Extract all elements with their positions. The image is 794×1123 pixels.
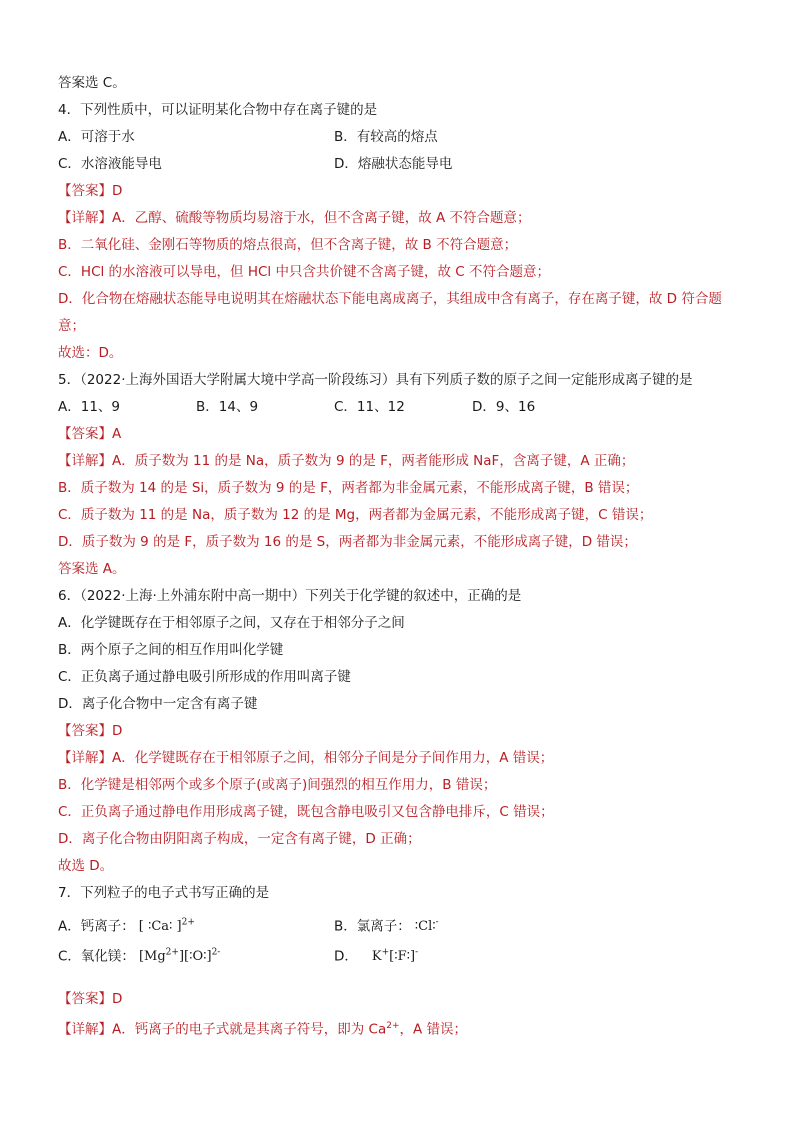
electron-formula: K+[∶F∶]- [371,948,419,965]
answer-label: 【答案】A [58,426,122,442]
explanation-line: C．质子数为 11 的是 Na，质子数为 12 的是 Mg，两者都为金属元素，不能形成离子键，C 错误； [58,507,653,523]
option-c: C．11、12 [334,399,405,415]
explanation-line: C．HCl 的水溶液可以导电，但 HCl 中只含共价键不含离子键，故 C 不符合题意； [58,264,550,280]
option-a: A．化学键既存在于相邻原子之间，又存在于相邻分子之间 [58,615,405,631]
option-b [334,914,439,936]
option-label: A．钙离子： [58,918,135,935]
conclusion-line: 故选 D。 [58,858,114,874]
explanation-line: B．质子数为 14 的是 Si，质子数为 9 的是 F，两者都为非金属元素，不能形成离子键，B 错误； [58,480,639,496]
explanation-line: 意； [58,318,85,334]
answer-line: 答案选 C。 [58,75,126,91]
option-d [334,944,418,966]
option-d: D．9、16 [472,399,536,415]
option-d: D．熔融状态能导电 [334,156,453,172]
option-b: B．14、9 [196,399,259,415]
option-c [58,944,220,966]
explanation-line: 【详解】A．质子数为 11 的是 Na，质子数为 9 的是 F，两者能形成 NaF，含离子键，A 正确； [58,453,635,469]
electron-formula: $[Mg^{2+}][∶O∶]^{2-}$ [138,948,221,965]
option-label: B．氯离子： [334,918,411,935]
option-label: D． [334,948,358,965]
electron-formula: [ ∶Ca∶ ]$^{2+}$ [138,918,195,935]
question-4: 4．下列性质中，可以证明某化合物中存在离子键的是 [58,102,378,118]
electron-formula: ∶Cl∶- [414,918,439,935]
explanation-line: B．化学键是相邻两个或多个原子(或离子)间强烈的相互作用力，B 错误； [58,777,497,793]
conclusion-line: 故选：D。 [58,345,123,361]
answer-label: 【答案】D [58,991,123,1007]
explanation-line: 【详解】A．钙离子的电子式就是其离子符号，即为 $Ca^{2+}$，A 错误； [58,1021,468,1038]
option-label: C．氧化镁： [58,948,135,965]
question-7: 7．下列粒子的电子式书写正确的是 [58,885,270,901]
explanation-line: B．二氧化硅、金刚石等物质的熔点很高，但不含离子键，故 B 不符合题意； [58,237,518,253]
option-a [58,914,195,936]
question-5: 5．（2022·上海外国语大学附属大境中学高一阶段练习）具有下列质子数的原子之间一定能形成离子键的是 [58,372,693,388]
conclusion-line: 答案选 A。 [58,561,126,577]
option-a: A．可溶于水 [58,129,135,145]
option-c: C．正负离子通过静电吸引所形成的作用叫离子键 [58,669,351,685]
answer-label: 【答案】D [58,723,123,739]
explanation-line: D．化合物在熔融状态能导电说明其在熔融状态下能电离成离子，其组成中含有离子，存在离子键，故 D 符合题 [58,291,722,307]
answer-label: 【答案】D [58,183,123,199]
option-b: B．两个原子之间的相互作用叫化学键 [58,642,284,658]
option-c: C．水溶液能导电 [58,156,162,172]
option-b: B．有较高的熔点 [334,129,438,145]
explanation-line: D．质子数为 9 的是 F，质子数为 16 的是 S，两者都为非金属元素，不能形成离子键，D 错误； [58,534,637,550]
explanation-line: 【详解】A．乙醇、硫酸等物质均易溶于水，但不含离子键，故 A 不符合题意； [58,210,531,226]
option-a: A．11、9 [58,399,121,415]
explanation-line: D．离子化合物由阴阳离子构成，一定含有离子键，D 正确； [58,831,421,847]
question-6: 6．（2022·上海·上外浦东附中高一期中）下列关于化学键的叙述中，正确的是 [58,588,522,604]
explanation-line: C．正负离子通过静电作用形成离子键，既包含静电吸引又包含静电排斥，C 错误； [58,804,554,820]
option-d: D．离子化合物中一定含有离子键 [58,696,258,712]
explanation-line: 【详解】A．化学键既存在于相邻原子之间，相邻分子间是分子间作用力，A 错误； [58,750,554,766]
